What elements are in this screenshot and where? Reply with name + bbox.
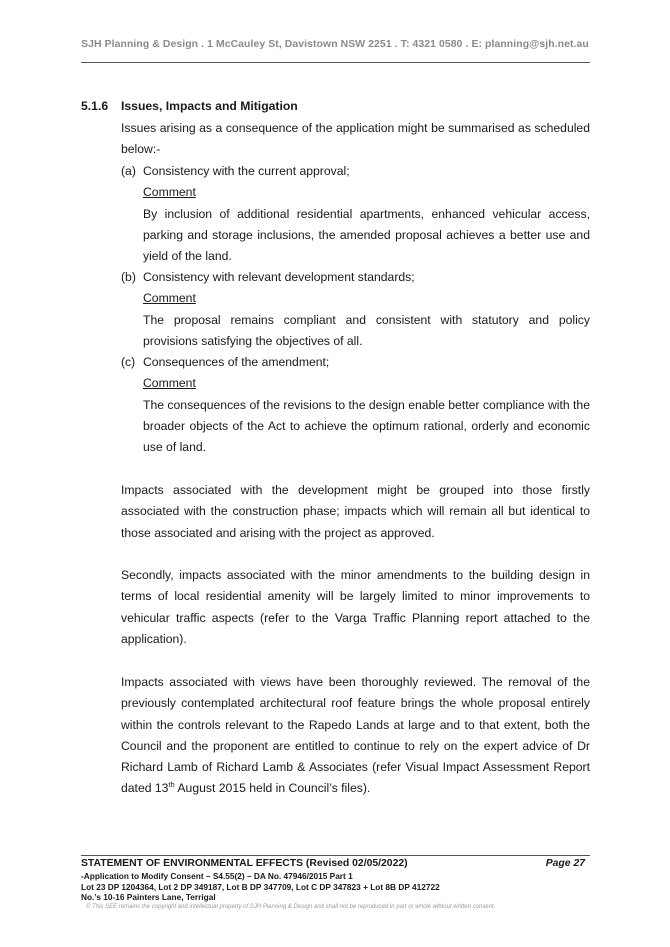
- item-letter: (c): [121, 355, 136, 369]
- list-item-b: [121, 267, 590, 352]
- page-number: Page 27: [545, 858, 585, 869]
- footer-details: [81, 871, 440, 903]
- item-letter: (a): [121, 164, 136, 178]
- list-item-c: [121, 352, 590, 458]
- footer-lots: Lot 23 DP 1204364, Lot 2 DP 349187, Lot B DP 347709, Lot C DP 347823 + Lot 8B DP 412722: [81, 881, 440, 892]
- section-heading: [81, 99, 298, 113]
- item-heading: Consistency with the current approval;: [143, 164, 350, 178]
- ordinal-suffix: th: [168, 780, 175, 790]
- section-title: Issues, Impacts and Mitigation: [121, 99, 298, 113]
- paragraph-amendment-impacts: Secondly, impacts associated with the minor amendments to the building design in terms of local residential amenity will be largely limited to minor improvements to vehicular traffic aspects (refer to the Varga Traffic Planning report attached to the application).: [121, 568, 590, 646]
- item-heading: Consequences of the amendment;: [143, 355, 330, 369]
- section-intro: Issues arising as a consequence of the application might be summarised as scheduled below:-: [121, 121, 590, 157]
- paragraph-text-end: August 2015 held in Council’s files).: [174, 781, 371, 796]
- footer-address: No.’s 10-16 Painters Lane, Terrigal: [81, 892, 216, 903]
- comment-text: The consequences of the revisions to the design enable better compliance with the broader objects of the Act to achieve the optimum rational, orderly and economic use of land.: [143, 397, 590, 455]
- paragraph-construction-impacts: Impacts associated with the development might be grouped into those firstly associated with the construction phase; impacts which will remain all but identical to those associated and arising with the project as approved.: [121, 483, 590, 540]
- comment-text: The proposal remains compliant and consistent with statutory and policy provisions satisfying the objectives of all.: [143, 312, 590, 348]
- comment-label: Comment: [143, 185, 196, 200]
- list-item-a: [121, 161, 590, 267]
- footer-application: -Application to Modify Consent – S4.55(2) – DA No. 47946/2015 Part 1: [81, 871, 353, 881]
- footer-divider: [81, 855, 590, 856]
- item-heading: Consistency with relevant development standards;: [143, 270, 415, 284]
- footer-title: STATEMENT OF ENVIRONMENTAL EFFECTS (Revised 02/05/2022): [81, 858, 408, 869]
- comment-text: By inclusion of additional residential apartments, enhanced vehicular access, parking and storage inclusions, the amended proposal achieves a better use and yield of the land.: [143, 206, 590, 264]
- copyright-notice: © This SEE remains the copyright and intellectual property of SJH Planning & Design and shall not be reproduced in part or whole without written consent.: [86, 904, 496, 910]
- comment-label: Comment: [143, 376, 196, 391]
- item-letter: (b): [121, 270, 136, 284]
- page-header: SJH Planning & Design . 1 McCauley St, Davistown NSW 2251 . T: 4321 0580 . E: planning@sjh.net.au: [81, 39, 589, 50]
- header-divider: [81, 62, 590, 63]
- section-number: 5.1.6: [81, 99, 109, 113]
- paragraph-text: Impacts associated with views have been thoroughly reviewed. The removal of the previously contemplated architectural roof feature brings the whole proposal entirely within the controls relevant to the Rapedo Lands at large and to that extent, both the Council and the proponent are entitled to continue to rely on the expert advice of Dr Richard Lamb of Richard Lamb & Associates (refer Visual Impact Assessment Report dated 13: [121, 675, 590, 796]
- paragraph-view-impacts: [121, 672, 590, 800]
- comment-label: Comment: [143, 291, 196, 306]
